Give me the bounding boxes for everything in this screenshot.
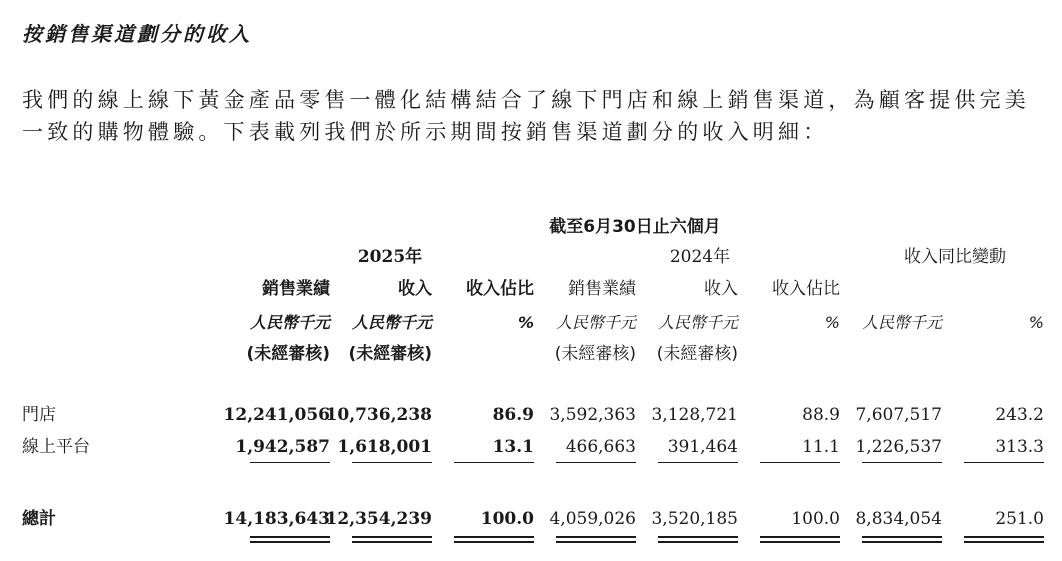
unit-yoy-pct: %: [1028, 313, 1044, 332]
subtotal-rule: [964, 462, 1044, 463]
year-2025-header: 2025年: [357, 247, 423, 267]
table-cell: 100.0: [791, 509, 840, 529]
total-double-rule: [454, 536, 534, 543]
table-cell: 391,464: [667, 437, 738, 457]
unit-share-2024: %: [824, 313, 840, 332]
total-double-rule: [964, 536, 1044, 543]
unaudited-sales-2025: (未經審核): [246, 344, 330, 364]
row-label-stores: 門店: [22, 405, 56, 425]
total-double-rule: [556, 536, 636, 543]
subtotal-rule: [352, 462, 432, 463]
subtotal-rule: [760, 462, 840, 463]
unaudited-revenue-2024: (未經審核): [656, 344, 738, 364]
table-cell: 11.1: [802, 437, 840, 457]
table-cell: 251.0: [995, 509, 1044, 529]
unit-yoy-amount: 人民幣千元: [861, 313, 942, 332]
total-double-rule: [658, 536, 738, 543]
table-cell: 3,520,185: [651, 509, 738, 529]
yoy-header: 收入同比變動: [904, 247, 1006, 267]
unit-revenue-2024: 人民幣千元: [657, 313, 738, 332]
table-cell: 13.1: [492, 437, 534, 457]
table-cell: 1,618,001: [337, 437, 432, 457]
intro-paragraph: 我們的線上線下黃金產品零售一體化結構結合了線下門店和線上銷售渠道，為顧客提供完美一致的購物體驗。下表載列我們於所示期間按銷售渠道劃分的收入明細：: [22, 88, 1030, 144]
unit-share-2025: %: [517, 313, 534, 332]
table-cell: 3,128,721: [651, 405, 738, 425]
col-sales-2024: 銷售業績: [568, 279, 636, 299]
table-cell: 12,354,239: [325, 509, 432, 529]
subtotal-rule: [862, 462, 942, 463]
col-sales-2025: 銷售業績: [262, 279, 330, 299]
table-cell: 10,736,238: [325, 405, 432, 425]
table-cell: 100.0: [480, 509, 534, 529]
table-cell: 8,834,054: [855, 509, 942, 529]
total-double-rule: [760, 536, 840, 543]
subtotal-rule: [250, 462, 330, 463]
table-cell: 86.9: [492, 405, 534, 425]
col-share-2025: 收入佔比: [466, 279, 534, 299]
row-label-total: 總計: [22, 509, 56, 529]
year-2024-header: 2024年: [669, 247, 731, 267]
total-double-rule: [352, 536, 432, 543]
section-heading: 按銷售渠道劃分的收入: [22, 22, 252, 46]
table-cell: 1,226,537: [855, 437, 942, 457]
unit-sales-2024: 人民幣千元: [555, 313, 636, 332]
unaudited-revenue-2025: (未經審核): [348, 344, 432, 364]
table-cell: 1,942,587: [235, 437, 330, 457]
total-double-rule: [250, 536, 330, 543]
table-cell: 4,059,026: [549, 509, 636, 529]
unit-sales-2025: 人民幣千元: [249, 313, 330, 332]
subtotal-rule: [658, 462, 738, 463]
table-cell: 313.3: [995, 437, 1044, 457]
table-cell: 14,183,643: [223, 509, 330, 529]
col-revenue-2024: 收入: [704, 279, 738, 299]
table-cell: 466,663: [565, 437, 636, 457]
subtotal-rule: [454, 462, 534, 463]
table-cell: 243.2: [995, 405, 1044, 425]
unit-revenue-2025: 人民幣千元: [351, 313, 432, 332]
table-cell: 7,607,517: [855, 405, 942, 425]
table-cell: 88.9: [802, 405, 840, 425]
subtotal-rule: [556, 462, 636, 463]
col-share-2024: 收入佔比: [772, 279, 840, 299]
total-double-rule: [862, 536, 942, 543]
col-revenue-2025: 收入: [398, 279, 432, 299]
table-cell: 3,592,363: [549, 405, 636, 425]
table-cell: 12,241,056: [223, 405, 330, 425]
period-header: 截至6月30日止六個月: [549, 217, 721, 237]
row-label-online: 線上平台: [22, 437, 90, 457]
unaudited-sales-2024: (未經審核): [554, 344, 636, 364]
